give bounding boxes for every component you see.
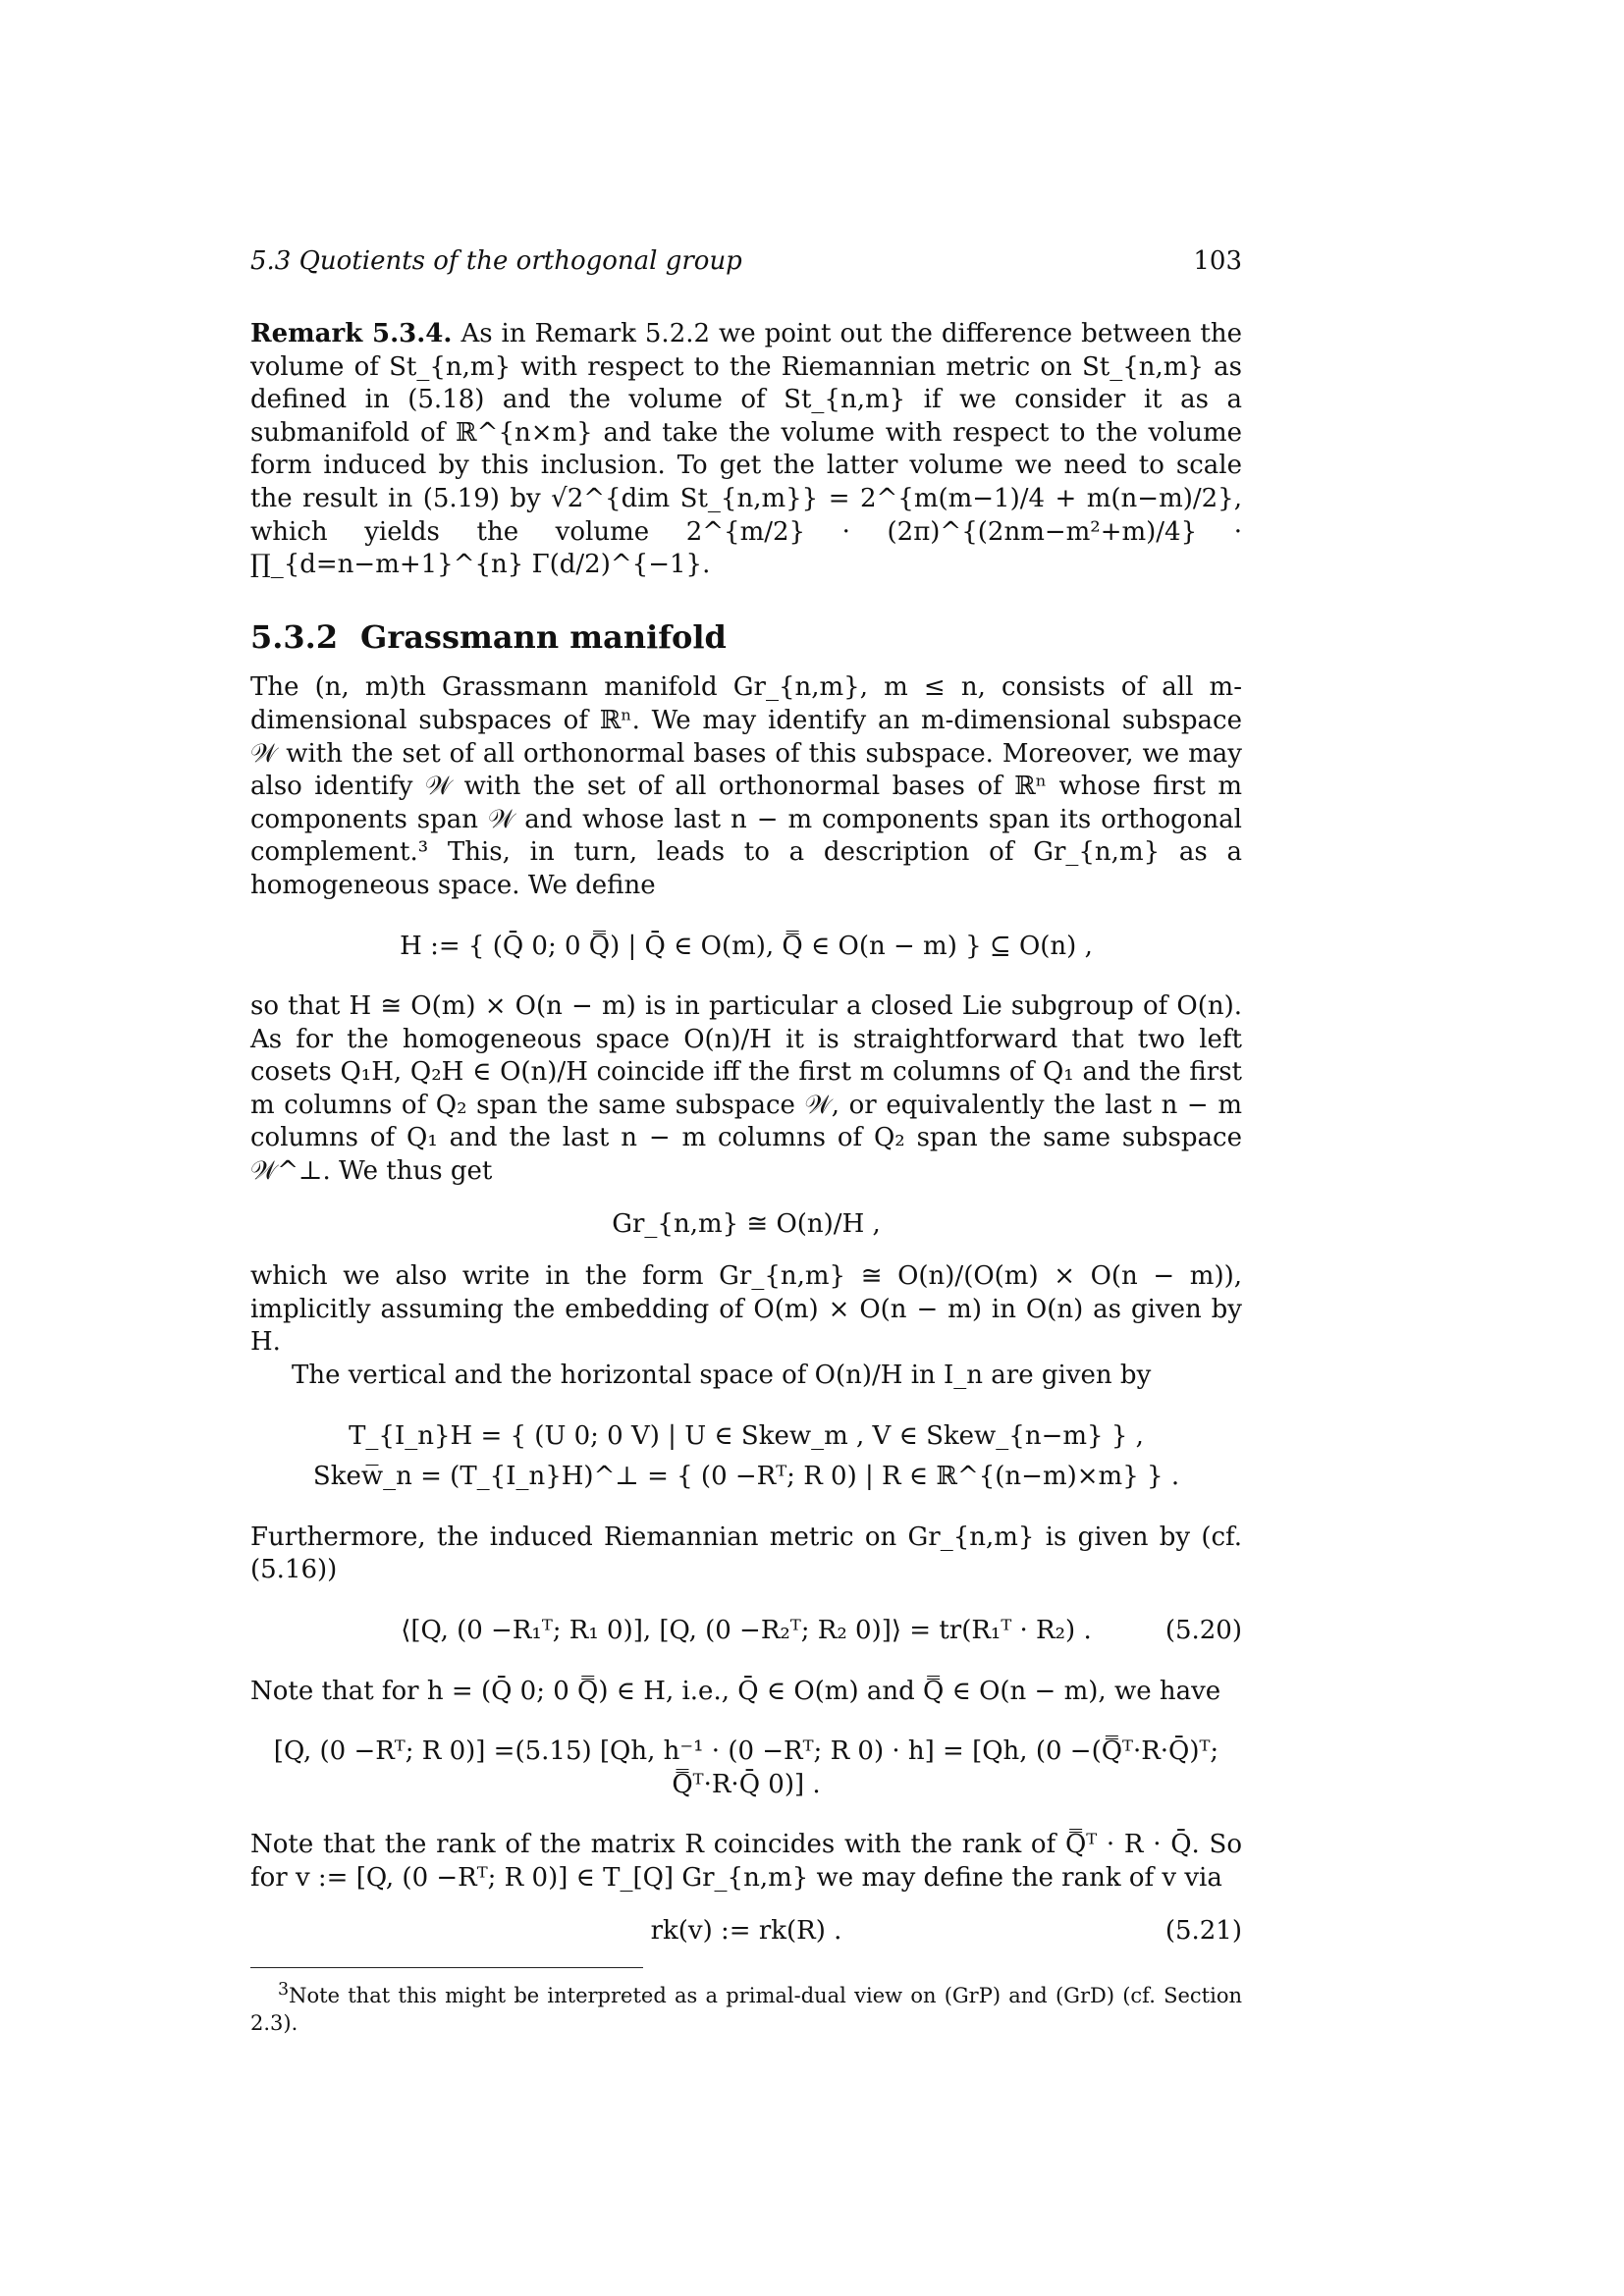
- footnote: [250, 1976, 1242, 2037]
- section-heading: [250, 617, 1242, 656]
- paragraph-lie-subgroup: so that H ≅ O(m) × O(n − m) is in particular a closed Lie subgroup of O(n). As for the homogeneous space O(n)/H it is straightforward that two left cosets Q₁H, Q₂H ∈ O(n)/H coincide iff the first m columns of Q₁ and the first m columns of Q₂ span the same subspace 𝒲, or equivalently the last n − m columns of Q₁ and the last n − m columns of Q₂ span the same subspace 𝒲^⊥. We thus get: [250, 991, 1242, 1187]
- page-number: 103: [1193, 246, 1242, 276]
- remark-paragraph: [250, 318, 1242, 582]
- footnote-mark: 3: [278, 1980, 290, 2001]
- paragraph-note-h: Note that for h = (Q̄ 0; 0 Q̿) ∈ H, i.e., Q̄ ∈ O(m) and Q̿ ∈ O(n − m), we have: [250, 1676, 1221, 1706]
- running-title: 5.3 Quotients of the orthogonal group: [250, 246, 742, 276]
- equation-number-5-20: (5.20): [1164, 1616, 1242, 1645]
- section-title: Grassmann manifold: [360, 617, 727, 656]
- equation-def-H: H := { (Q̄ 0; 0 Q̿) | Q̄ ∈ O(m), Q̿ ∈ O(n − m) } ⊆ O(n) ,: [400, 931, 1093, 961]
- paragraph-rank: Note that the rank of the matrix R coincides with the rank of Q̿ᵀ · R · Q̄. So for v := [Q, (0 −Rᵀ; R 0)] ∈ T_[Q] Gr_{n,m} we may define the rank of v via: [250, 1830, 1242, 1893]
- footnote-text: Note that this might be interpreted as a primal-dual view on (GrP) and (GrD) (cf. Section 2.3).: [250, 1984, 1242, 2036]
- remark-text: As in Remark 5.2.2 we point out the difference between the volume of St_{n,m} with respect to the Riemannian metric on St_{n,m} as defined in (5.18) and the volume of St_{n,m} if we consider it as a submanifold of ℝ^{n×m} and take the volume with respect to the volume form induced by this inclusion. To get the latter volume we need to scale the result in (5.19) by √2^{dim St_{n,m}} = 2^{m(m−1)/4 + m(n−m)/2}, which yields the volume 2^{m/2} · (2π)^{(2nm−m²+m)/4} · ∏_{d=n−m+1}^{n} Γ(d/2)^{−1}.: [250, 319, 1243, 580]
- equation-gr-iso: Gr_{n,m} ≅ O(n)/H ,: [612, 1208, 881, 1239]
- section-number: 5.3.2: [250, 617, 339, 656]
- paragraph-embedding: which we also write in the form Gr_{n,m} ≅ O(n)/(O(m) × O(n − m)), implicitly assuming the embedding of O(m) × O(n − m) in O(n) as given by H.: [250, 1261, 1242, 1358]
- footnote-rule: [250, 1967, 643, 1968]
- paragraph-metric-intro: Furthermore, the induced Riemannian metric on Gr_{n,m} is given by (cf. (5.16)): [250, 1522, 1242, 1585]
- remark-label: Remark 5.3.4.: [250, 319, 453, 348]
- equation-metric-body: ⟨[Q, (0 −R₁ᵀ; R₁ 0)], [Q, (0 −R₂ᵀ; R₂ 0)]⟩ = tr(R₁ᵀ · R₂) .: [401, 1616, 1092, 1645]
- equation-metric: [250, 1615, 1242, 1648]
- running-header: [250, 245, 1242, 285]
- equation-skew-bar: Skew̅_n = (T_{I_n}H)^⊥ = { (0 −Rᵀ; R 0) | R ∈ ℝ^{(n−m)×m} } .: [312, 1462, 1180, 1492]
- paragraph-grassmann-intro: The (n, m)th Grassmann manifold Gr_{n,m}, m ≤ n, consists of all m-dimensional subspaces of ℝⁿ. We may identify an m-dimensional subspace 𝒲 with the set of all orthonormal bases of this subspace. Moreover, we may also identify 𝒲 with the set of all orthonormal bases of ℝⁿ whose first m components span 𝒲 and whose last n − m components span its orthogonal complement.³ This, in turn, leads to a description of Gr_{n,m} as a homogeneous space. We define: [250, 672, 1242, 900]
- equation-rank: [250, 1915, 1242, 1949]
- equation-action: [Q, (0 −Rᵀ; R 0)] =(5.15) [Qh, h⁻¹ · (0 −Rᵀ; R 0) · h] = [Qh, (0 −(Q̿ᵀ·R·Q̄)ᵀ; Q̿ᵀ·R·Q̄ 0)] .: [273, 1736, 1219, 1799]
- paragraph-vertical-horizontal: The vertical and the horizontal space of O(n)/H in I_n are given by: [292, 1361, 1152, 1391]
- equation-number-5-21: (5.21): [1164, 1915, 1242, 1946]
- page: [250, 245, 1242, 2037]
- equation-tangent-H: T_{I_n}H = { (U 0; 0 V) | U ∈ Skew_m , V ∈ Skew_{n−m} } ,: [349, 1420, 1144, 1451]
- equation-rank-body: rk(v) := rk(R) .: [650, 1915, 842, 1946]
